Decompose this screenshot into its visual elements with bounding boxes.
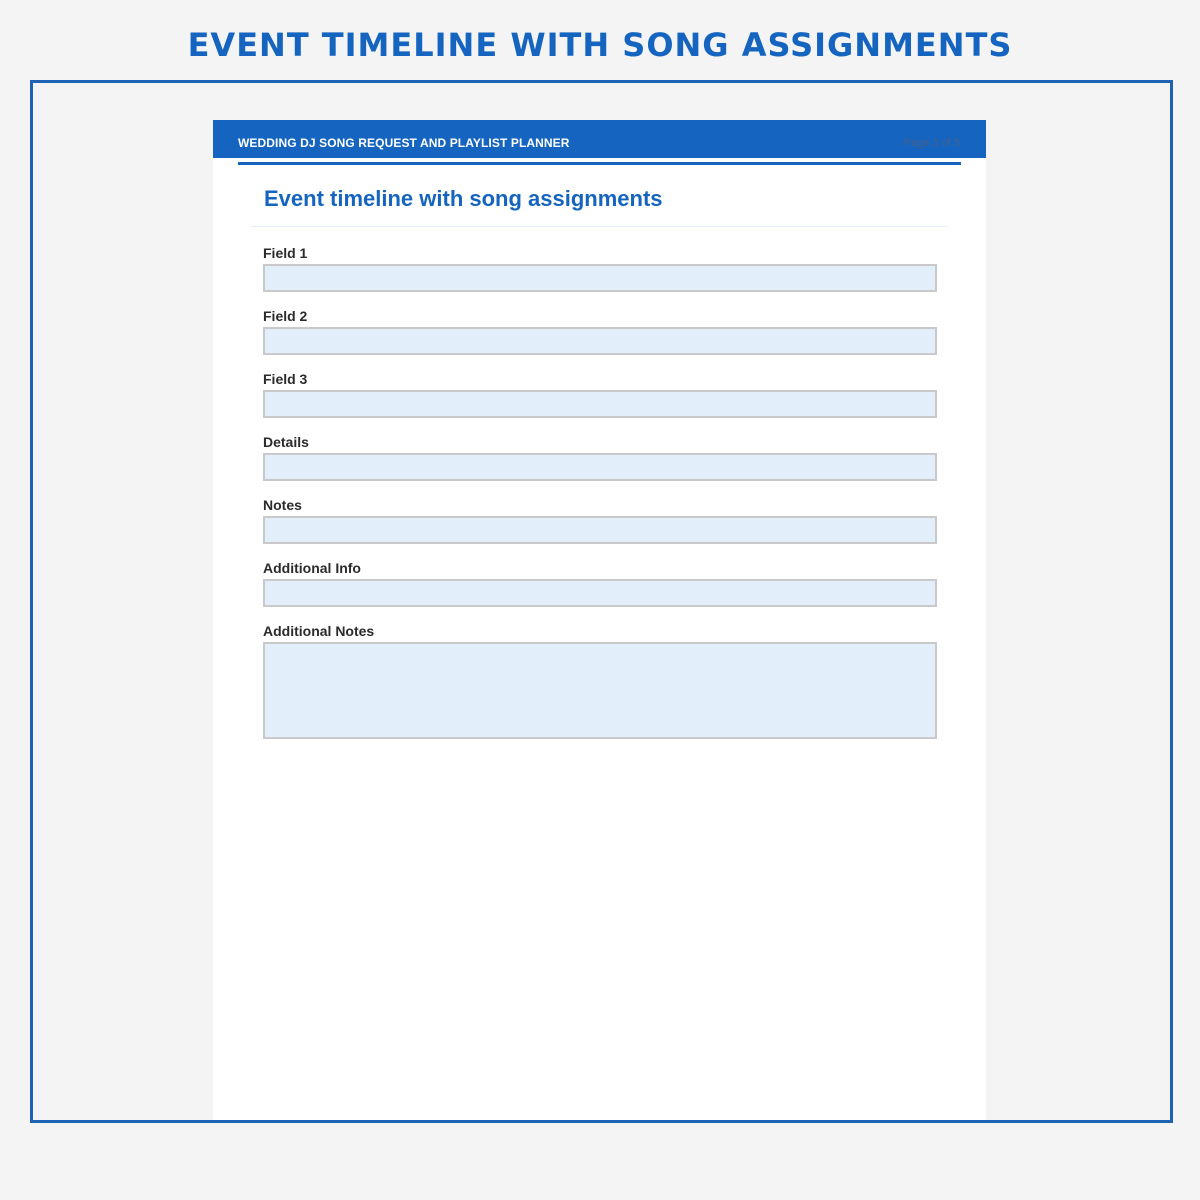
banner-title: EVENT TIMELINE WITH SONG ASSIGNMENTS xyxy=(187,26,1013,64)
form-field xyxy=(263,371,937,434)
additional-info-label: Additional Info xyxy=(263,560,361,576)
field-1-label: Field 1 xyxy=(263,245,308,261)
form-field xyxy=(263,560,937,623)
details-label: Details xyxy=(263,434,309,450)
document-page xyxy=(213,120,986,1120)
form-fields xyxy=(263,245,937,686)
form-field xyxy=(263,497,937,560)
field-2-input[interactable] xyxy=(263,327,937,355)
section-title: Event timeline with song assignments xyxy=(264,186,663,211)
page-number: Page 3 of 5 xyxy=(903,137,960,149)
form-field xyxy=(263,434,937,497)
additional-notes-textarea[interactable] xyxy=(263,642,937,739)
page-header xyxy=(213,120,986,158)
field-3-input[interactable] xyxy=(263,390,937,418)
additional-info-input[interactable] xyxy=(263,579,937,607)
field-3-label: Field 3 xyxy=(263,371,308,387)
notes-input[interactable] xyxy=(263,516,937,544)
notes-label: Notes xyxy=(263,497,302,513)
section-divider xyxy=(251,226,948,227)
details-input[interactable] xyxy=(263,453,937,481)
field-2-label: Field 2 xyxy=(263,308,308,324)
form-field xyxy=(263,308,937,371)
header-divider xyxy=(238,162,961,165)
additional-notes-label: Additional Notes xyxy=(263,623,375,639)
field-1-input[interactable] xyxy=(263,264,937,292)
form-field xyxy=(263,623,937,686)
document-header-title: WEDDING DJ SONG REQUEST AND PLAYLIST PLANNER xyxy=(238,136,570,150)
form-field xyxy=(263,245,937,308)
